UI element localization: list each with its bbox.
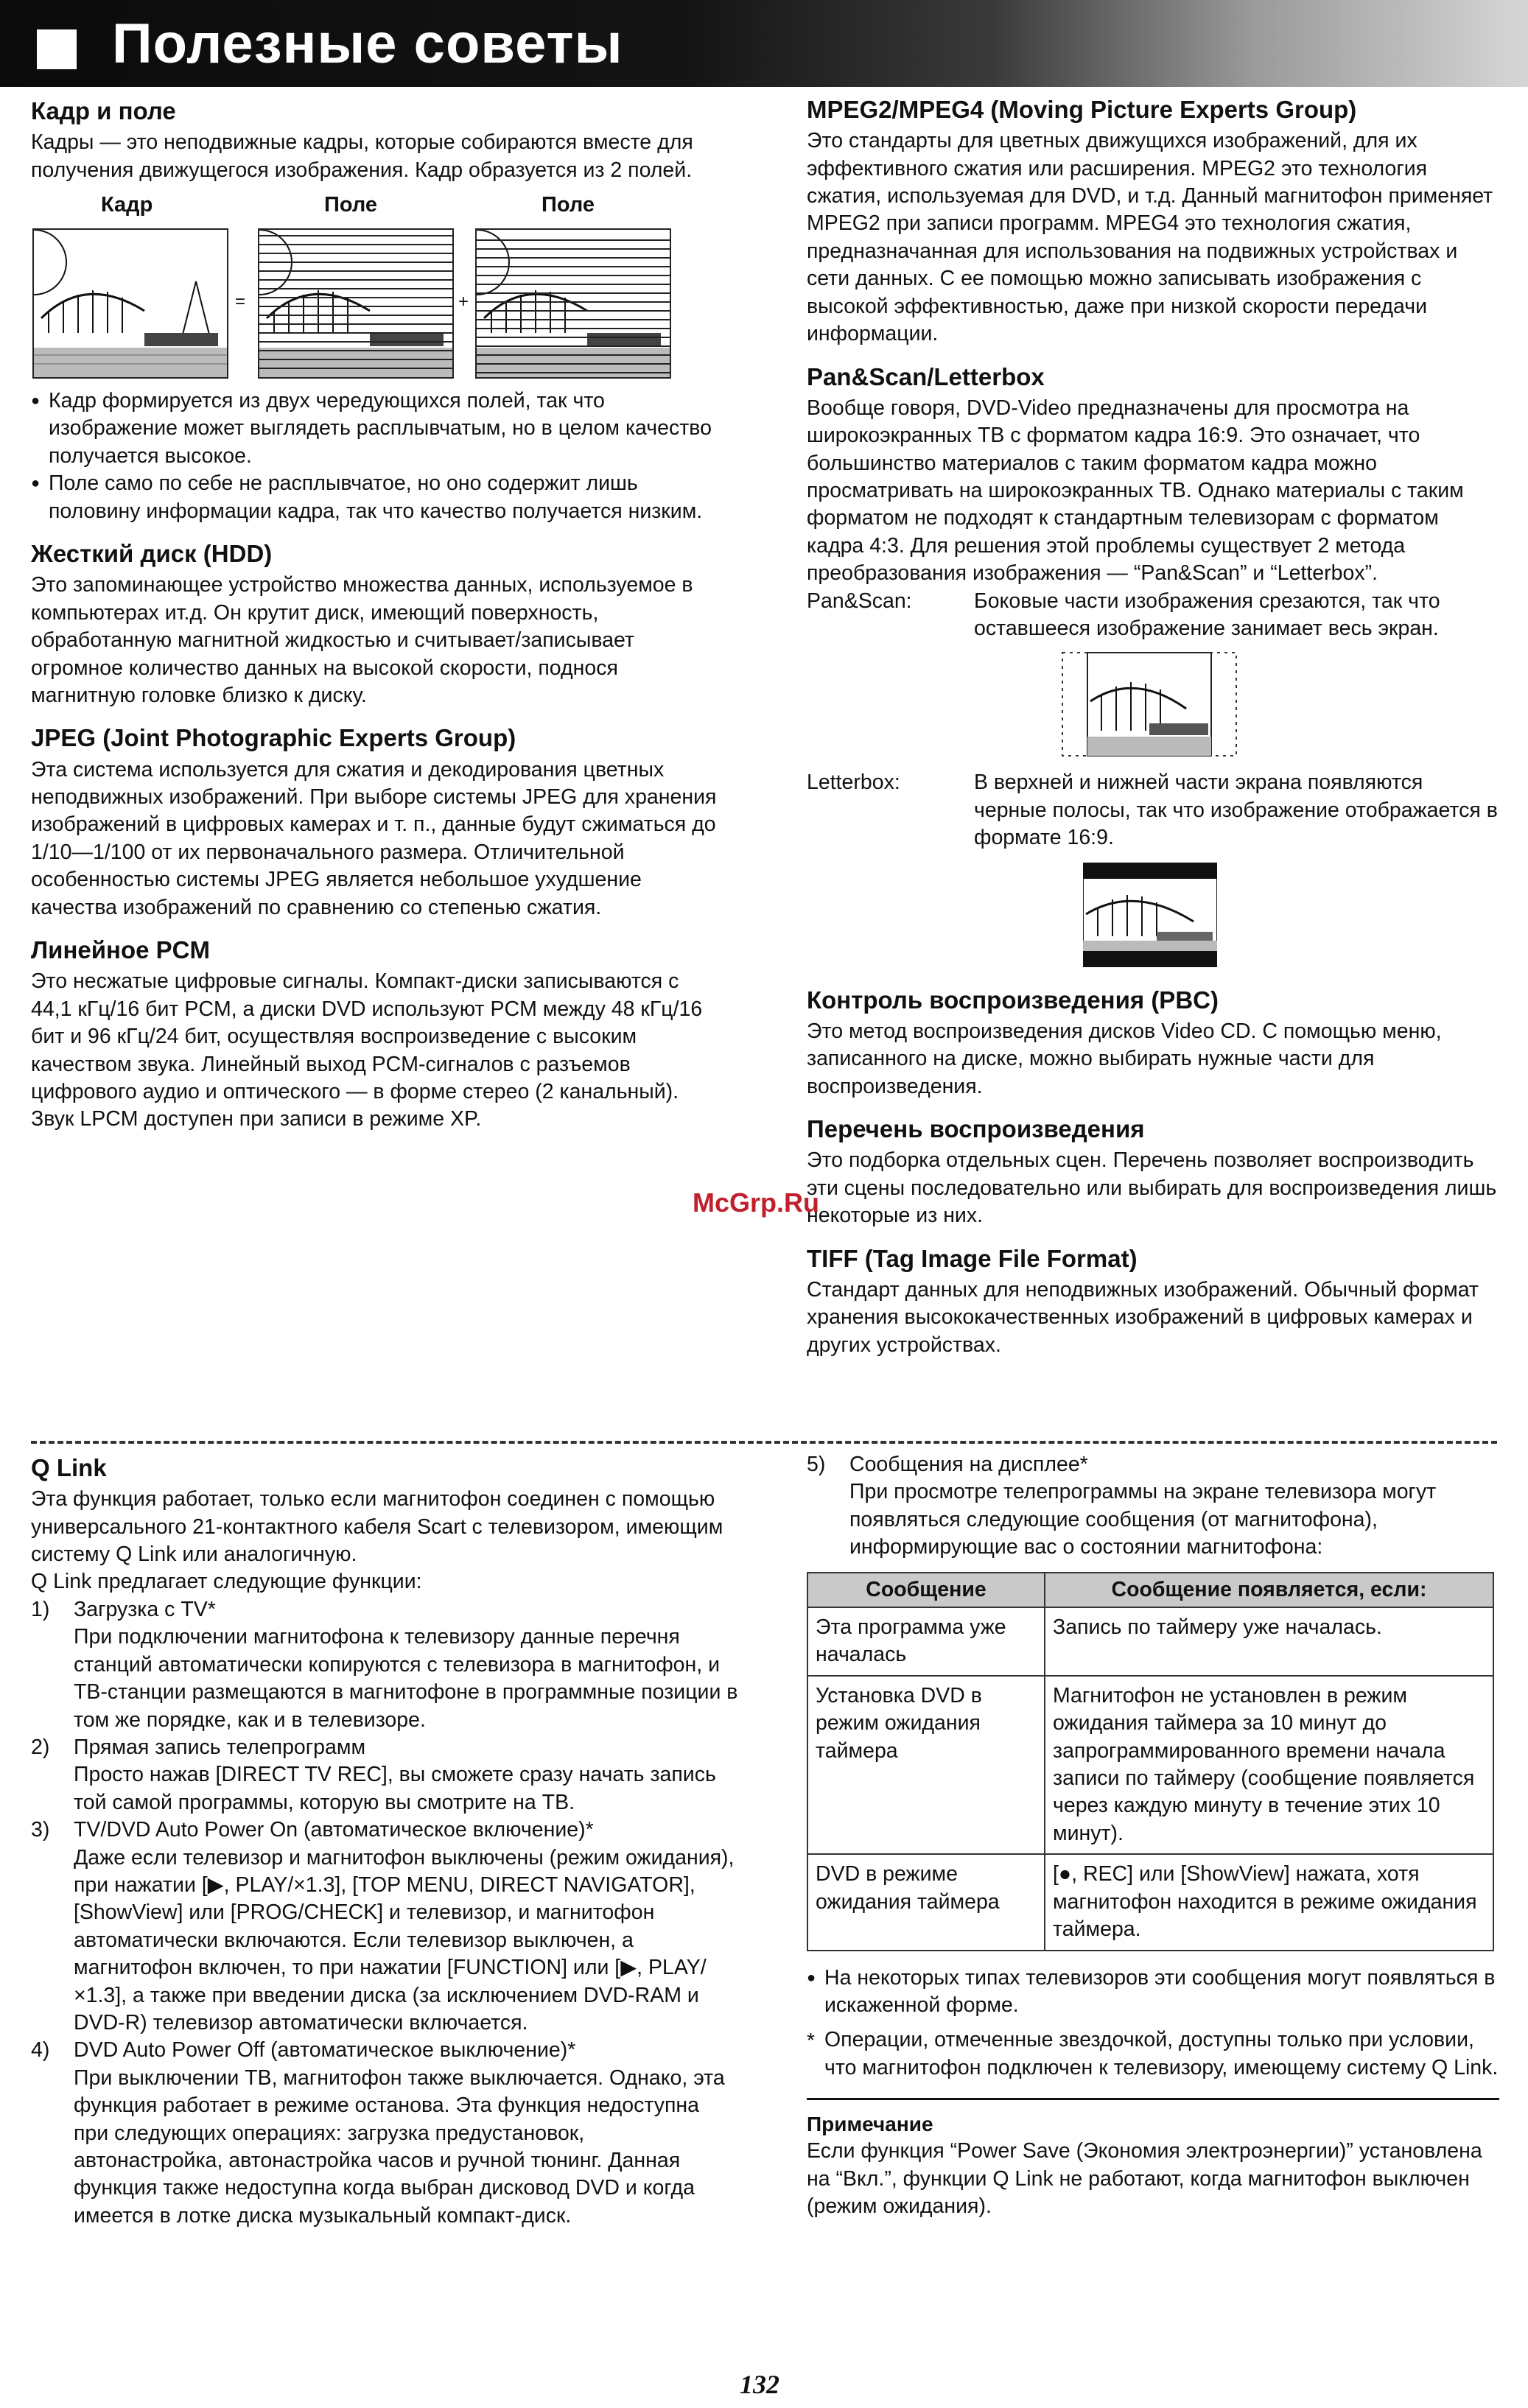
- frame-bullet-2: ● Поле само по себе не расплывчатое, но оно содержит лишь половину информации кадра, так что качество получается низким.: [31, 470, 723, 525]
- heading-pcm: Линейное PCM: [31, 936, 210, 964]
- label-field-2: Поле: [542, 193, 595, 217]
- qlink-bullet: ● На некоторых типах телевизоров эти сообщения могут появляться в искаженной форме.: [807, 1965, 1499, 2020]
- table-cell-condition: Магнитофон не установлен в режим ожидания таймера за 10 минут до запрограммированного времени начала записи по таймеру (сообщение появляется через каждую минуту в течение этих 10 минут).: [1045, 1676, 1493, 1854]
- heading-pbc: Контроль воспроизведения (PBC): [807, 986, 1219, 1014]
- section-jpeg: [31, 723, 723, 922]
- field-image-2: [475, 228, 671, 379]
- qlink-item-2-num: 2): [31, 1735, 50, 1759]
- table-header-row: [807, 1573, 1493, 1607]
- title-bar: [0, 0, 1528, 87]
- frame-bullet-1: ● Кадр формируется из двух чередующихся полей, так что изображение может выглядеть расплывчатым, но в целом качество получается высокое.: [31, 387, 723, 470]
- panscan-definition: [807, 588, 1499, 643]
- letterbox-term: Letterbox:: [807, 771, 900, 795]
- qlink-item-5-text: При просмотре телепрограммы на экране телевизора могут появляться следующие сообщения (от магнитофона), информирующие вас о состоянии магнитофона:: [849, 1480, 1437, 1559]
- table-row: [807, 1607, 1493, 1676]
- heading-jpeg: JPEG (Joint Photographic Experts Group): [31, 724, 516, 752]
- text-frame-field: Кадры — это неподвижные кадры, которые собираются вместе для получения движущегося изображения. Кадр образуется из 2 полей.: [31, 130, 693, 182]
- table-row: [807, 1676, 1493, 1854]
- letterbox-definition: [807, 769, 1499, 852]
- table-header-condition: Сообщение появляется, если:: [1045, 1573, 1493, 1607]
- panscan-desc: Боковые части изображения срезаются, так что оставшееся изображение занимает весь экран.: [974, 589, 1440, 640]
- qlink-intro: Эта функция работает, только если магнитофон соединен с помощью универсального 21-контактного кабеля Scart с телевизором, имеющим систему Q Link или аналогичную.: [31, 1487, 723, 1567]
- qlink-item-5: [807, 1451, 1499, 1562]
- section-hdd: [31, 538, 723, 709]
- panscan-illustration: [1061, 650, 1238, 760]
- qlink-item-1: [31, 1596, 738, 1734]
- qlink-left-column: [31, 1453, 738, 2230]
- section-frame-field: [31, 96, 723, 525]
- text-tiff: Стандарт данных для неподвижных изображений. Обычный формат хранения высококачественных изображений в цифровых камерах и других устройствах.: [807, 1277, 1479, 1357]
- text-playlist: Это подборка отдельных сцен. Перечень позволяет воспроизводить эти сцены последовательно или выбирать для воспроизведения лишь некоторые из них.: [807, 1148, 1497, 1228]
- qlink-item-4-num: 4): [31, 2038, 50, 2063]
- right-column: [807, 94, 1499, 1372]
- dashed-separator: [31, 1441, 1497, 1444]
- left-column: [31, 96, 723, 1147]
- heading-panscan: Pan&Scan/Letterbox: [807, 362, 1045, 390]
- label-field-1: Поле: [324, 193, 378, 217]
- plus-sign: +: [458, 292, 469, 312]
- equals-sign: =: [235, 292, 246, 312]
- qlink-item-4: [31, 2037, 738, 2230]
- qlink-function-list: [31, 1596, 738, 2230]
- qlink-right-column: [807, 1451, 1499, 2220]
- heading-tiff: TIFF (Tag Image File Format): [807, 1244, 1138, 1272]
- heading-qlink: Q Link: [31, 1454, 107, 1481]
- letterbox-illustration: [1083, 863, 1217, 967]
- section-panscan: [807, 362, 1499, 967]
- qlink-item-2-text: Просто нажав [DIRECT TV REC], вы сможете сразу начать запись той самой программы, которую вы смотрите на ТВ.: [74, 1763, 716, 1814]
- section-pcm: [31, 935, 723, 1134]
- table-header-message: Сообщение: [807, 1573, 1045, 1607]
- figure-labels: [31, 193, 723, 228]
- section-mpeg: [807, 94, 1499, 348]
- watermark: McGrp.Ru: [693, 1187, 820, 1218]
- text-hdd: Это запоминающее устройство множества данных, используемое в компьютерах ит.д. Он крутит диск, имеющий поверхность, обработанную магнитной жидкостью и считывает/записывает огромное количество данных на высокой скорости, поднося магнитную головке близко к диску.: [31, 573, 693, 707]
- section-playlist: [807, 1114, 1499, 1229]
- text-mpeg: Это стандарты для цветных движущихся изображений, для их эффективного сжатия или расширения. MPEG2 это технология сжатия, используемая для DVD, и т.д. Данный магнитофон применяет MPEG2 при записи программ. MPEG4 это технология сжатия, предназначанная для использования на подвижных устройствах и сети данных. С ее помощью можно записывать изображения с высокой эффективностью, даже при низкой скорости передачи информации.: [807, 129, 1493, 346]
- note-title: Примечание: [807, 2098, 1499, 2138]
- page-number: 132: [740, 2370, 779, 2399]
- table-cell-message: Эта программа уже началась: [807, 1607, 1045, 1676]
- text-pbc: Это метод воспроизведения дисков Video CD. С помощью меню, записанного на диске, можно выбирать нужные части для воспроизведения.: [807, 1019, 1442, 1098]
- qlink-intro-2: Q Link предлагает следующие функции:: [31, 1570, 422, 1594]
- section-tiff: [807, 1243, 1499, 1359]
- table-cell-condition: [●, REC] или [ShowView] нажата, хотя магнитофон находится в режиме ожидания таймера.: [1045, 1854, 1493, 1950]
- section-pbc: [807, 985, 1499, 1101]
- qlink-item-5-num: 5): [807, 1453, 826, 1476]
- qlink-item-2-title: Прямая запись телепрограмм: [74, 1735, 366, 1759]
- note-text: Если функция “Power Save (Экономия электроэнергии)” установлена на “Вкл.”, функции Q Link не работают, когда магнитофон выключен (режим ожидания).: [807, 2139, 1482, 2218]
- qlink-item-3-num: 3): [31, 1818, 50, 1842]
- label-frame: Кадр: [101, 193, 153, 217]
- qlink-item-3: [31, 1816, 738, 2037]
- qlink-function-list-cont: [807, 1451, 1499, 1562]
- qlink-item-3-title: TV/DVD Auto Power On (автоматическое включение)*: [74, 1818, 594, 1842]
- table-cell-message: DVD в режиме ожидания таймера: [807, 1854, 1045, 1950]
- qlink-item-4-title: DVD Auto Power Off (автоматическое выключение)*: [74, 2038, 576, 2063]
- qlink-item-3-text: Даже если телевизор и магнитофон выключены (режим ожидания), при нажатии [▶, PLAY/×1.3], [TOP MENU, DIRECT NAVIGATOR], [ShowView] или [PROG/CHECK] и телевизор, и магнитофон автоматически включаются. Если телевизор выключен, а магнитофон включен, то при нажатии [FUNCTION] или [▶, PLAY/×1.3], а также при введении диска (за исключением DVD-RAM и DVD-R) телевизор автоматически включается.: [74, 1845, 735, 2035]
- heading-playlist: Перечень воспроизведения: [807, 1115, 1145, 1143]
- table-cell-condition: Запись по таймеру уже началась.: [1045, 1607, 1493, 1676]
- field-image-1: [258, 228, 454, 379]
- qlink-item-4-text: При выключении ТВ, магнитофон также выключается. Однако, эта функция работает в режиме останова. Эта функция недоступна при следующих операциях: загрузка предустановок, автонастройка, автонастройка часов и ручной тюнинг. Данная функция также недоступна когда выбран дисковод DVD и когда имеется в лотке диска музыкальный компакт-диск.: [74, 2065, 725, 2228]
- qlink-item-5-title: Сообщения на дисплее*: [849, 1453, 1088, 1476]
- qlink-footnote: * Операции, отмеченные звездочкой, доступны только при условии, что магнитофон подключен к телевизору, имеющему систему Q Link.: [807, 2026, 1499, 2082]
- qlink-item-1-title: Загрузка с TV*: [74, 1597, 216, 1621]
- heading-mpeg: MPEG2/MPEG4 (Moving Picture Experts Group): [807, 96, 1357, 123]
- qlink-item-1-text: При подключении магнитофона к телевизору данные перечня станций автоматически копируются с телевизора в магнитофон, и ТВ-станции размещаются в магнитофоне в программные позиции в том же порядке, как и в телевизоре.: [74, 1625, 738, 1732]
- heading-frame-field: Кадр и поле: [31, 97, 176, 124]
- letterbox-desc: В верхней и нижней части экрана появляются черные полосы, так что изображение отображается в формате 16:9.: [974, 771, 1498, 850]
- qlink-item-2: [31, 1734, 738, 1816]
- text-pcm: Это несжатые цифровые сигналы. Компакт-диски записываются с 44,1 кГц/16 бит PCM, а диски DVD используют PCM между 48 кГц/16 бит и 96 кГц/24 бит, осуществляя воспроизведение с высоким качеством звука. Линейный выход PCM-сигналов с разъемов цифрового аудио и оптического — в форме стерео (2 канальный). Звук LPCM доступен при записи в режиме XP.: [31, 969, 703, 1131]
- panscan-term: Pan&Scan:: [807, 589, 912, 613]
- messages-table: [807, 1572, 1494, 1951]
- title-square-icon: [37, 29, 77, 69]
- text-jpeg: Эта система используется для сжатия и декодирования цветных неподвижных изображений. При выборе системы JPEG для хранения изображений в цифровых камерах и т. п., данные будут сжиматься до 1/10—1/100 от их первоначального размера. Отличительной особенностью системы JPEG является небольшое ухудшение качества изображений по сравнению со степенью сжатия.: [31, 757, 717, 919]
- text-panscan: Вообще говоря, DVD-Video предназначены для просмотра на широкоэкранных ТВ с форматом кадра 16:9. Это означает, что большинство материалов с таким форматом кадра можно просматривать на широкоэкранных ТВ. Однако материалы с таким форматом не подходят к стандартным телевизорам с форматом кадра 4:3. Для решения этой проблемы существует 2 метода преобразования изображения — “Pan&Scan” и “Letterbox”.: [807, 396, 1464, 586]
- table-row: [807, 1854, 1493, 1950]
- frame-field-figure: [31, 228, 723, 383]
- table-cell-message: Установка DVD в режим ожидания таймера: [807, 1676, 1045, 1854]
- frame-image: [32, 228, 228, 379]
- qlink-item-1-num: 1): [31, 1597, 50, 1621]
- heading-hdd: Жесткий диск (HDD): [31, 540, 273, 568]
- page-title: Полезные советы: [112, 13, 623, 75]
